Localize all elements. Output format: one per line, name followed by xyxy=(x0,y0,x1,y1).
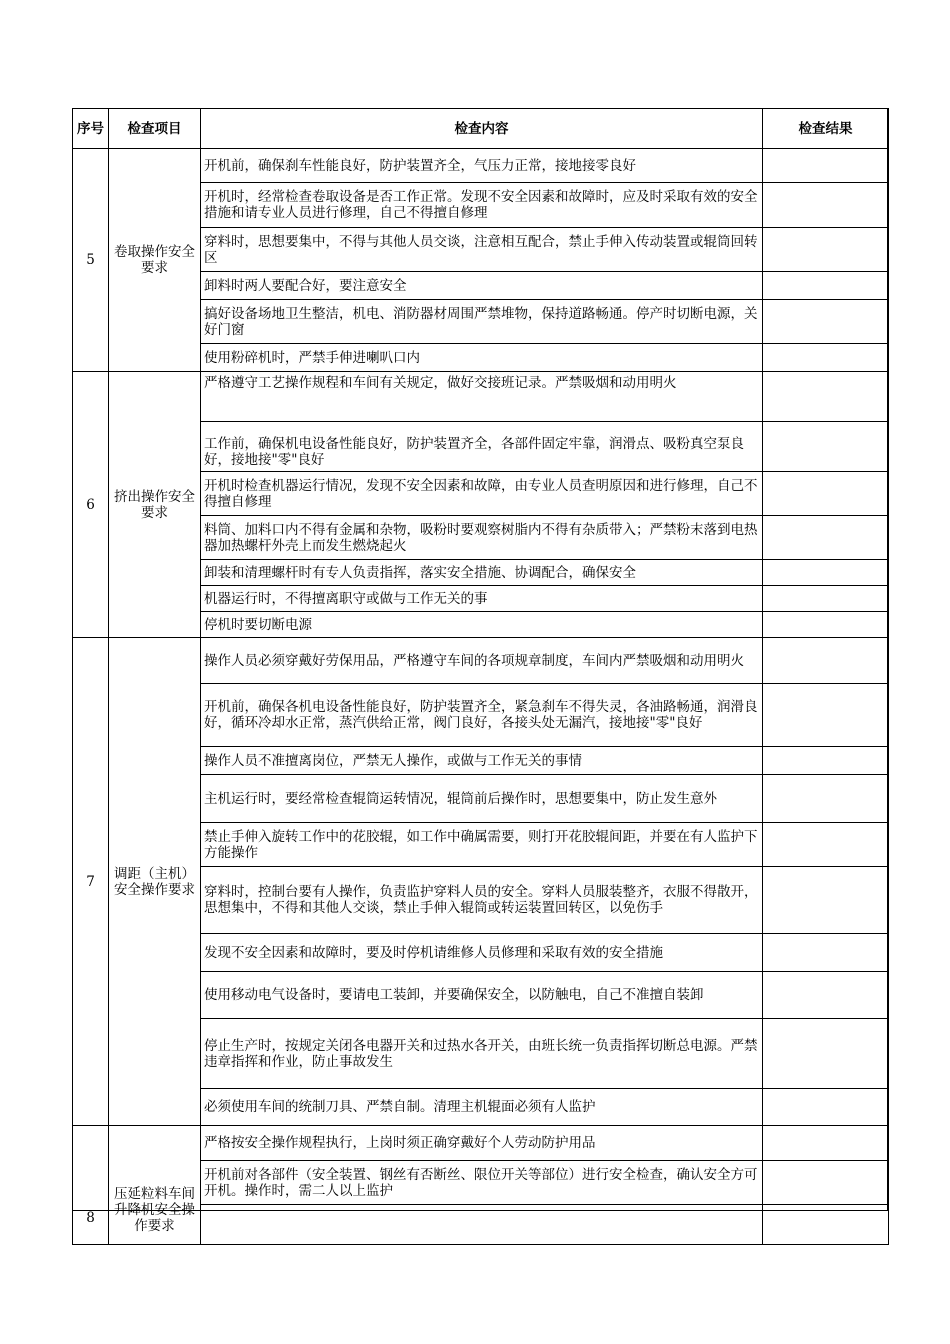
check-result-cell[interactable] xyxy=(763,149,889,183)
table-row xyxy=(73,638,889,684)
check-result-cell[interactable] xyxy=(763,272,889,300)
header-no: 序号 xyxy=(73,109,109,149)
check-content: 严格按安全操作规程执行，上岗时须正确穿戴好个人劳动防护用品 xyxy=(201,1126,763,1161)
check-content: 禁止手伸入旋转工作中的花胶辊，如工作中确属需要，则打开花胶辊间距，并要在有人监护下方能操作 xyxy=(201,823,763,867)
check-result-cell[interactable] xyxy=(763,934,889,972)
header-item: 检查项目 xyxy=(109,109,201,149)
check-result-cell[interactable] xyxy=(763,228,889,272)
check-content: 开机前对各部件（安全装置、钢丝有否断丝、限位开关等部位）进行安全检查，确认安全方可开机。操作时，需二人以上监护 xyxy=(201,1161,763,1205)
check-content: 发现不安全因素和故障时，要及时停机请维修人员修理和采取有效的安全措施 xyxy=(201,934,763,972)
check-content: 开机时检查机器运行情况，发现不安全因素和故障，由专业人员查明原因和进行修理，自己不得擅自修理 xyxy=(201,472,763,516)
check-content: 停机时要切断电源 xyxy=(201,612,763,638)
check-content: 主机运行时，要经常检查辊筒运转情况，辊筒前后操作时，思想要集中，防止发生意外 xyxy=(201,775,763,823)
inspection-sheet xyxy=(72,108,888,1234)
check-result-cell[interactable] xyxy=(763,1089,889,1126)
check-content: 卸料时两人要配合好，要注意安全 xyxy=(201,272,763,300)
table-row xyxy=(73,149,889,183)
check-result-cell[interactable] xyxy=(763,1161,889,1205)
check-content xyxy=(201,1205,763,1245)
check-result-cell[interactable] xyxy=(763,472,889,516)
check-content: 穿料时，思想要集中，不得与其他人员交谈，注意相互配合，禁止手伸入传动装置或辊筒回转区 xyxy=(201,228,763,272)
header-row xyxy=(73,109,889,149)
check-content: 搞好设备场地卫生整洁，机电、消防器材周围严禁堆物，保持道路畅通。停产时切断电源，关好门窗 xyxy=(201,300,763,344)
check-result-cell[interactable] xyxy=(763,586,889,612)
check-result-cell[interactable] xyxy=(763,422,889,472)
check-content: 穿料时，控制台要有人操作，负责监护穿料人员的安全。穿料人员服装整齐，衣服不得散开，思想集中，不得和其他人交谈，禁止手伸入辊筒或转运装置回转区，以免伤手 xyxy=(201,867,763,934)
check-content: 机器运行时，不得擅离职守或做与工作无关的事 xyxy=(201,586,763,612)
group-number: 7 xyxy=(73,638,109,1126)
check-content: 停止生产时，按规定关闭各电器开关和过热水各开关，由班长统一负责指挥切断总电源。严禁违章指挥和作业，防止事故发生 xyxy=(201,1019,763,1089)
check-result-cell[interactable] xyxy=(763,867,889,934)
check-content: 开机前，确保各机电设备性能良好，防护装置齐全，紧急刹车不得失灵，各油路畅通，润滑良好，循环冷却水正常，蒸汽供给正常，阀门良好，各接头处无漏汽，接地接"零"良好 xyxy=(201,684,763,747)
check-result-cell[interactable] xyxy=(763,972,889,1019)
check-result-cell[interactable] xyxy=(763,372,889,422)
check-result-cell[interactable] xyxy=(763,183,889,228)
check-result-cell[interactable] xyxy=(763,775,889,823)
table-row xyxy=(73,372,889,422)
check-result-cell[interactable] xyxy=(763,300,889,344)
check-content: 操作人员不准擅离岗位，严禁无人操作，或做与工作无关的事情 xyxy=(201,747,763,775)
check-result-cell[interactable] xyxy=(763,516,889,560)
check-result-cell[interactable] xyxy=(763,612,889,638)
check-result-cell[interactable] xyxy=(763,638,889,684)
check-content: 必须使用车间的统制刀具、严禁自制。清理主机辊面必须有人监护 xyxy=(201,1089,763,1126)
check-content: 开机前，确保刹车性能良好，防护装置齐全，气压力正常，接地接零良好 xyxy=(201,149,763,183)
check-content: 严格遵守工艺操作规程和车间有关规定，做好交接班记录。严禁吸烟和动用明火 xyxy=(201,372,763,422)
check-content: 卸装和清理螺杆时有专人负责指挥，落实安全措施、协调配合，确保安全 xyxy=(201,560,763,586)
group-number: 6 xyxy=(73,372,109,638)
check-content: 工作前，确保机电设备性能良好，防护装置齐全，各部件固定牢靠，润滑点、吸粉真空泵良好，接地接"零"良好 xyxy=(201,422,763,472)
check-result-cell[interactable] xyxy=(763,1126,889,1161)
check-result-cell[interactable] xyxy=(763,344,889,372)
header-content: 检查内容 xyxy=(201,109,763,149)
header-result: 检查结果 xyxy=(763,109,889,149)
check-content: 使用移动电气设备时，要请电工装卸，并要确保安全，以防触电，自己不准擅自装卸 xyxy=(201,972,763,1019)
group-item: 压延粒料车间升降机安全操作要求 xyxy=(109,1126,201,1245)
check-result-cell[interactable] xyxy=(763,1205,889,1245)
check-result-cell[interactable] xyxy=(763,747,889,775)
check-content: 使用粉碎机时，严禁手伸进喇叭口内 xyxy=(201,344,763,372)
inspection-table xyxy=(72,108,889,1245)
group-number: 8 xyxy=(73,1126,109,1245)
check-content: 料筒、加料口内不得有金属和杂物，吸粉时要观察树脂内不得有杂质带入；严禁粉末落到电热器加热螺杆外壳上而发生燃烧起火 xyxy=(201,516,763,560)
check-content: 操作人员必须穿戴好劳保用品，严格遵守车间的各项规章制度，车间内严禁吸烟和动用明火 xyxy=(201,638,763,684)
check-result-cell[interactable] xyxy=(763,560,889,586)
table-row xyxy=(73,1126,889,1161)
check-result-cell[interactable] xyxy=(763,823,889,867)
group-number: 5 xyxy=(73,149,109,372)
check-result-cell[interactable] xyxy=(763,1019,889,1089)
group-item: 挤出操作安全要求 xyxy=(109,372,201,638)
group-item: 调距（主机）安全操作要求 xyxy=(109,638,201,1126)
check-result-cell[interactable] xyxy=(763,684,889,747)
group-item: 卷取操作安全要求 xyxy=(109,149,201,372)
check-content: 开机时，经常检查卷取设备是否工作正常。发现不安全因素和故障时，应及时采取有效的安全措施和请专业人员进行修理，自己不得擅自修理 xyxy=(201,183,763,228)
